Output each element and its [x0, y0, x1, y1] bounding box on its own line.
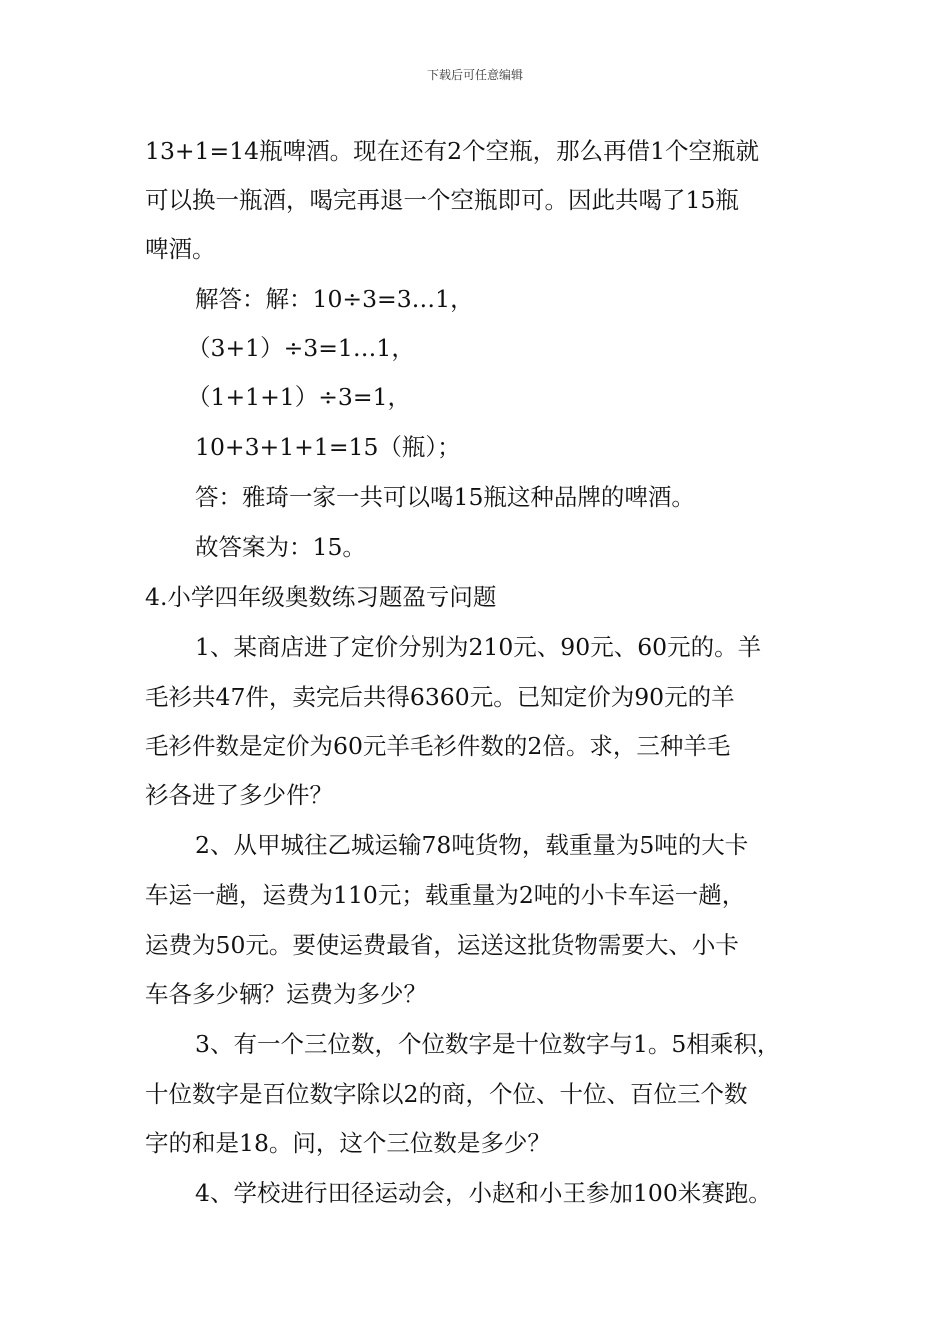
section-heading: 4.小学四年级奥数练习题盈亏问题 [145, 583, 497, 611]
text-line: （1+1+1）÷3=1， [187, 383, 412, 411]
text-line: 1、某商店进了定价分别为210元、90元、60元的。羊 [195, 633, 762, 661]
text-line: 车各多少辆？运费为多少？ [145, 980, 427, 1008]
text-line: 毛衫共47件，卖完后共得6360元。已知定价为90元的羊 [145, 683, 735, 711]
page-header: 下载后可任意编辑 [426, 68, 523, 82]
text-line: 答：雅琦一家一共可以喝15瓶这种品牌的啤酒。 [195, 483, 695, 511]
text-line: 4、学校进行田径运动会，小赵和小王参加100米赛跑。 [195, 1179, 772, 1207]
text-line: 十位数字是百位数字除以2的商，个位、十位、百位三个数 [145, 1080, 748, 1108]
text-line: 解答：解：10÷3=3…1， [195, 285, 474, 313]
text-line: 故答案为：15。 [195, 533, 366, 561]
text-line: 可以换一瓶酒，喝完再退一个空瓶即可。因此共喝了15瓶 [145, 186, 739, 214]
text-line: 车运一趟，运费为110元；载重量为2吨的小卡车运一趟， [145, 881, 746, 909]
text-line: 毛衫件数是定价为60元羊毛衫件数的2倍。求，三种羊毛 [145, 732, 731, 760]
text-line: 衫各进了多少件？ [145, 781, 333, 809]
text-line: 啤酒。 [145, 235, 216, 263]
text-line: 10+3+1+1=15（瓶）； [195, 433, 461, 461]
text-line: （3+1）÷3=1…1， [187, 334, 415, 362]
text-line: 13+1=14瓶啤酒。现在还有2个空瓶，那么再借1个空瓶就 [145, 137, 760, 165]
text-line: 3、有一个三位数，个位数字是十位数字与1。5相乘积， [195, 1030, 781, 1058]
text-line: 2、从甲城往乙城运输78吨货物，载重量为5吨的大卡 [195, 831, 749, 859]
text-line: 字的和是18。问，这个三位数是多少？ [145, 1129, 551, 1157]
text-line: 运费为50元。要使运费最省，运送这批货物需要大、小卡 [145, 931, 739, 959]
